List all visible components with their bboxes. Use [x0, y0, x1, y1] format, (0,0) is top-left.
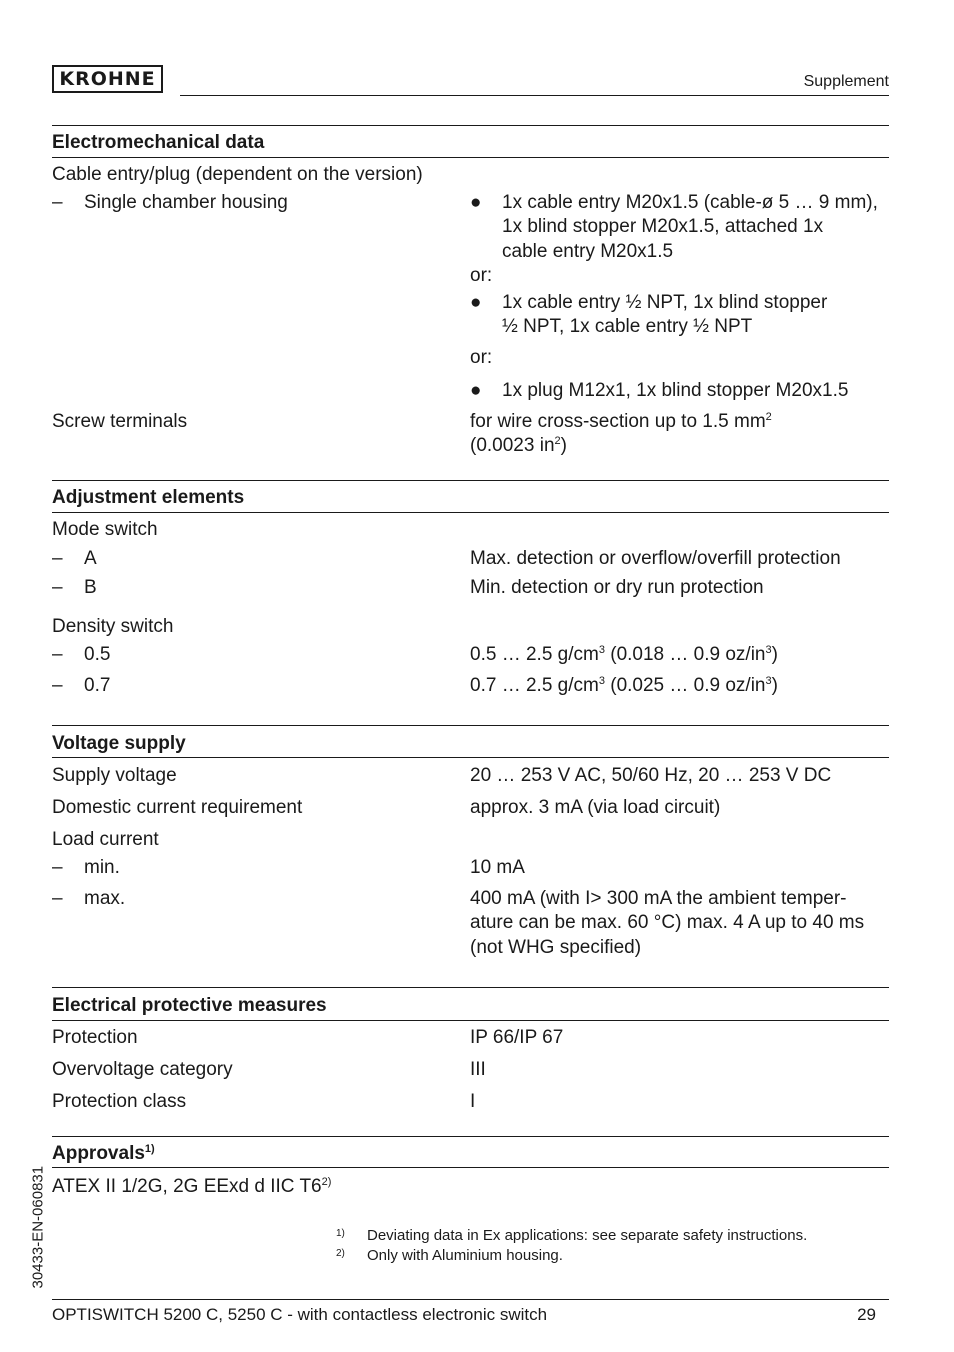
- section-title-approvals: Approvals$^{1)}$: [52, 1143, 155, 1164]
- header-rule: [180, 95, 889, 96]
- atex-approval: ATEX II 1/2G, 2G EExd d IIC T6$^{2)}$: [52, 1176, 332, 1197]
- dash-marker: –: [52, 644, 63, 665]
- mode-b-label: B: [84, 577, 97, 598]
- dash-marker: –: [52, 548, 63, 569]
- dash-marker: –: [52, 675, 63, 696]
- density-07-value: 0.7 … 2.5 $g/cm^3$ (0.025 … 0.9 $oz/in^3$): [470, 675, 778, 696]
- mode-switch-label: Mode switch: [52, 519, 158, 540]
- screw-terminals-value-line-2: (0.0023 $in^2$): [470, 435, 567, 456]
- footnote-text: Only with Aluminium housing.: [367, 1247, 563, 1264]
- footnote-text: Deviating data in Ex applications: see separate safety instructions.: [367, 1227, 808, 1244]
- mode-a-value: Max. detection or overflow/overfill protection: [470, 548, 841, 569]
- footer-rule: [52, 1299, 889, 1300]
- cable-option-2-line-2: ½ NPT, 1x cable entry ½ NPT: [502, 316, 753, 337]
- page-number: 29: [857, 1305, 876, 1324]
- density-05-value: 0.5 … 2.5 $g/cm^3$ (0.018 … 0.9 $oz/in^3$): [470, 644, 778, 665]
- section-title-adjustment: Adjustment elements: [52, 487, 245, 508]
- footnote-marker: 2): [336, 1248, 345, 1259]
- section-bottom-rule: [52, 1167, 889, 1168]
- section-title-voltage: Voltage supply: [52, 733, 186, 754]
- load-min-value: 10 mA: [470, 857, 525, 878]
- protection-class-value: I: [470, 1091, 476, 1112]
- load-max-value-line-2: ature can be max. 60 °C) max. 4 A up to 40 ms: [470, 912, 865, 933]
- domestic-current-value: approx. 3 mA (via load circuit): [470, 797, 721, 818]
- load-min-label: min.: [84, 857, 120, 878]
- mode-a-label: A: [84, 548, 97, 569]
- load-current-label: Load current: [52, 829, 159, 850]
- supply-voltage-value: 20 … 253 V AC, 50/60 Hz, 20 … 253 V DC: [470, 765, 832, 786]
- overvoltage-value: III: [470, 1059, 486, 1080]
- density-07-label: 0.7: [84, 675, 111, 696]
- or-separator: or:: [470, 265, 493, 286]
- section-top-rule: [52, 1136, 889, 1137]
- dash-marker: –: [52, 192, 63, 213]
- dash-marker: –: [52, 577, 63, 598]
- cable-option-1-line-1: 1x cable entry M20x1.5 (cable-ø 5 … 9 mm),: [502, 192, 878, 213]
- protection-class-label: Protection class: [52, 1091, 187, 1112]
- cable-option-1-line-2: 1x blind stopper M20x1.5, attached 1x: [502, 216, 824, 237]
- cable-entry-label: Cable entry/plug (dependent on the version): [52, 164, 423, 185]
- single-chamber-label: Single chamber housing: [84, 192, 288, 213]
- protection-value: IP 66/IP 67: [470, 1027, 564, 1048]
- cable-option-1-line-3: cable entry M20x1.5: [502, 241, 674, 262]
- overvoltage-label: Overvoltage category: [52, 1059, 233, 1080]
- supply-voltage-label: Supply voltage: [52, 765, 177, 786]
- footnote-marker: 1): [336, 1228, 345, 1239]
- load-max-value-line-1: 400 mA (with I> 300 mA the ambient temper-: [470, 888, 847, 909]
- mode-b-value: Min. detection or dry run protection: [470, 577, 764, 598]
- bullet-marker: ●: [470, 380, 482, 401]
- or-separator: or:: [470, 347, 493, 368]
- section-bottom-rule: [52, 512, 889, 513]
- footer-title: OPTISWITCH 5200 C, 5250 C - with contactless electronic switch: [52, 1305, 548, 1324]
- section-title-electromechanical: Electromechanical data: [52, 132, 265, 153]
- cable-option-2-line-1: 1x cable entry ½ NPT, 1x blind stopper: [502, 292, 828, 313]
- cable-option-3: 1x plug M12x1, 1x blind stopper M20x1.5: [502, 380, 849, 401]
- dash-marker: –: [52, 857, 63, 878]
- section-bottom-rule: [52, 157, 889, 158]
- document-code: 30433-EN-060831: [29, 1165, 47, 1289]
- section-top-rule: [52, 725, 889, 726]
- section-bottom-rule: [52, 757, 889, 758]
- density-05-label: 0.5: [84, 644, 111, 665]
- load-max-value-line-3: (not WHG specified): [470, 937, 642, 958]
- dash-marker: –: [52, 888, 63, 909]
- screw-terminals-label: Screw terminals: [52, 411, 188, 432]
- section-bottom-rule: [52, 1020, 889, 1021]
- section-top-rule: [52, 480, 889, 481]
- krohne-logo: KROHNE: [52, 65, 163, 93]
- screw-terminals-value-line-1: for wire cross-section up to 1.5 $mm^2$: [470, 411, 772, 432]
- domestic-current-label: Domestic current requirement: [52, 797, 303, 818]
- header-section-label: Supplement: [803, 73, 889, 90]
- bullet-marker: ●: [470, 192, 482, 213]
- bullet-marker: ●: [470, 292, 482, 313]
- protection-label: Protection: [52, 1027, 138, 1048]
- section-top-rule: [52, 125, 889, 126]
- section-top-rule: [52, 987, 889, 988]
- load-max-label: max.: [84, 888, 126, 909]
- section-title-protective: Electrical protective measures: [52, 995, 327, 1016]
- density-switch-label: Density switch: [52, 616, 174, 637]
